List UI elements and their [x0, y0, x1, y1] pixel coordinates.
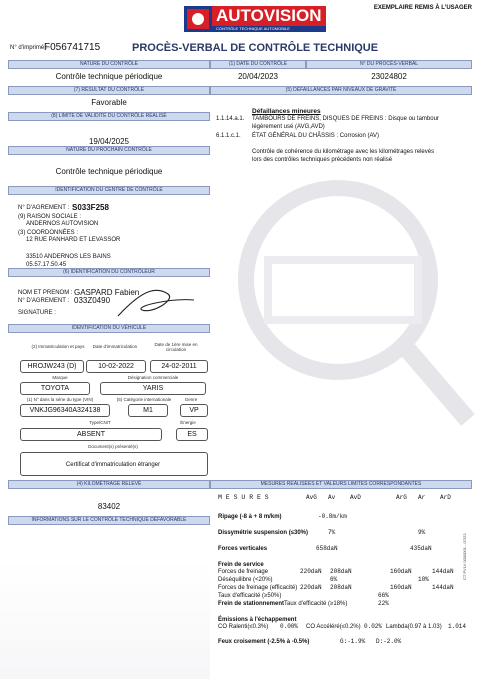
vehicle-genre: VP [180, 404, 208, 417]
dissym-label: Dissymétrie suspension (≤30%) [218, 530, 308, 536]
header-vehicle: IDENTIFICATION DU VÉHICULE [8, 324, 210, 333]
cap-model: Désignation commerciale [127, 375, 179, 380]
ffe-arg: 160daN [390, 584, 412, 591]
inspector-name: GASPARD Fabien [74, 288, 140, 297]
ffe-ard: 144daN [432, 584, 454, 591]
feux-d: D:-2.0% [376, 638, 402, 645]
header-date: (1) DATE DU CONTRÔLE [210, 60, 306, 69]
co-label: CO Ralenti(≤0.3%) [218, 624, 269, 630]
inspector-name-label: NOM ET PRENOM : [18, 290, 73, 296]
taux-label: Taux d'efficacité (≥50%) [218, 593, 282, 599]
header-centre: IDENTIFICATION DU CENTRE DE CONTRÔLE [8, 186, 210, 195]
header-inspector: (6) IDENTIFICATION DU CONTRÔLEUR [8, 268, 210, 277]
deseq-ar: 10% [418, 576, 429, 583]
ffe-avd: 208daN [330, 584, 352, 591]
centre-address: 12 RUE PANHARD ET LEVASSOR [26, 237, 121, 243]
document-title: PROCÈS-VERBAL DE CONTRÔLE TECHNIQUE [132, 42, 379, 54]
centre-agrement-label: N° D'AGREMENT : [18, 205, 70, 211]
dissym-av: 7% [328, 529, 336, 536]
col-avd: AvD [350, 494, 361, 501]
forces-label: Forces verticales [218, 546, 268, 552]
vehicle-vin: VNKJG96340A324138 [20, 404, 110, 417]
control-validity: 19/04/2025 [88, 137, 130, 146]
vehicle-energy: ES [176, 428, 208, 441]
ripage-value: -0.8m/km [318, 513, 347, 520]
control-nature: Contrôle technique périodique [55, 72, 163, 81]
stat-taux-value: 22% [378, 600, 389, 607]
inspector-agrement: 033Z0490 [74, 296, 111, 305]
col-arg: ArG [396, 494, 407, 501]
dissym-ar: 9% [418, 529, 426, 536]
header-pv: N° DU PROCÈS-VERBAL [306, 60, 472, 69]
print-number: F056741715 [44, 42, 101, 53]
forces-av: 658daN [316, 545, 338, 552]
co-value: 0.00% [280, 623, 299, 630]
brand-name: AUTOVISION [216, 6, 322, 25]
ff-avd: 208daN [330, 568, 352, 575]
centre-coord-label: (3) COORDONNÉES : [18, 230, 79, 236]
defect-2-code: 6.1.1.c.1. [216, 133, 241, 139]
coa-label: CO Accéléré(≤0.2%) [306, 624, 361, 630]
ff-ard: 144daN [432, 568, 454, 575]
inspector-agrement-label: N° D'AGREMENT : [18, 298, 70, 304]
header-info: INFORMATIONS SUR LE CONTRÔLE TECHNIQUE DÉFAVORABLE [8, 516, 210, 525]
col-avg: AvG [306, 494, 317, 501]
page-shadow [0, 560, 210, 679]
header-next: NATURE DU PROCHAIN CONTRÔLE [8, 146, 210, 155]
stat-label: Frein de stationnement [218, 601, 285, 607]
centre-phone: 05.57.17.50.45 [26, 262, 67, 268]
forces-ar: 435daN [410, 545, 432, 552]
ff-arg: 160daN [390, 568, 412, 575]
cap-immat: (2) Immatriculation et pays [31, 344, 85, 349]
vehicle-brand: TOYOTA [20, 382, 90, 395]
control-result: Favorable [91, 98, 127, 107]
cap-energy: Énergie [180, 420, 196, 425]
lambda-value: 1.014 [448, 623, 467, 630]
signature-image [112, 280, 198, 324]
ff-label: Forces de freinage [218, 569, 269, 575]
cap-date-immat: Date d'immatriculation [92, 344, 138, 349]
header-km: (4) KILOMÉTRAGE RELEVÉ [8, 480, 210, 489]
cap-genre: Genre [184, 397, 198, 402]
defects-title: Défaillances mineures [252, 108, 321, 115]
cap-first-circ: Date de 1ère mise en circulation [154, 342, 198, 352]
header-result: (7) RÉSULTAT DU CONTRÔLE [8, 86, 210, 95]
taux-value: 66% [378, 592, 389, 599]
centre-city: 33510 ANDERNOS LES BAINS [26, 254, 111, 260]
feux-g: G:-1.9% [340, 638, 366, 645]
side-code: CT PVLV 0000001 - 07/22 [462, 533, 467, 580]
deseq-av: 6% [330, 576, 338, 583]
ffe-avg: 220daN [300, 584, 322, 591]
vehicle-first-circ: 24-02-2011 [150, 360, 208, 373]
copy-label: EXEMPLAIRE REMIS À L'USAGER [373, 5, 472, 11]
feux-label: Feux croisement (-2.5% à -0.5%) [218, 639, 310, 645]
ffe-label: Forces de freinage (efficacité) [218, 585, 298, 591]
measures-head: M E S U R E S [218, 494, 269, 501]
header-validity: (8) LIMITE DE VALIDITÉ DU CONTRÔLE RÉALISÉ [8, 112, 210, 121]
signature-label: SIGNATURE : [18, 310, 56, 316]
centre-raison: ANDERNOS AUTOVISION [26, 221, 99, 227]
vehicle-type: ABSENT [20, 428, 162, 441]
lambda-label: Lambda(0.97 à 1.03) [386, 624, 442, 630]
cap-brand: Marque [52, 375, 68, 380]
centre-agrement: S033F258 [72, 203, 109, 212]
vehicle-date-immat: 10-02-2022 [86, 360, 146, 373]
defect-2-text: ÉTAT GÉNÉRAL DU CHÂSSIS : Corrosion (AV) [252, 133, 380, 139]
vehicle-docs: Certificat d'immatriculation étranger [65, 462, 161, 468]
centre-raison-label: (9) RAISON SOCIALE : [18, 214, 82, 220]
watermark-magnifier [228, 180, 478, 440]
header-measures: MESURES REALISEES ET VALEURS LIMITES CORRESPONDANTES [210, 480, 472, 489]
deseq-label: Déséquilibre (<20%) [218, 577, 273, 583]
cap-category: (5) Catégorie internationale [116, 397, 172, 402]
pv-number: 23024802 [371, 72, 407, 81]
cap-docs: Document(s) présenté(s) [88, 444, 138, 449]
header-defects: (5) DÉFAILLANCES PAR NIVEAUX DE GRAVITÉ [210, 86, 472, 95]
ech-label: Émissions à l'échappement [218, 617, 297, 623]
defect-1-code: 1.1.14.a.1. [216, 116, 245, 122]
stat-taux-label: Taux d'efficacité (≥18%) [284, 601, 348, 607]
brand-tagline: CONTRÔLE TECHNIQUE AUTOMOBILE [216, 26, 290, 31]
vehicle-category: M1 [128, 404, 168, 417]
frein-label: Frein de service [218, 562, 264, 568]
defects-note: Contrôle de cohérence du kilométrage avec les kilométrages relevés lors des contrôles techniques précédents non réalisé [252, 149, 435, 163]
defect-1-text: TAMBOURS DE FREINS, DISQUES DE FREINS : Disque ou tambour légèrement usé (AVG,AVD) [252, 116, 439, 130]
print-label: N° d'imprimé : [10, 45, 48, 51]
vehicle-model: YARIS [100, 382, 206, 395]
control-date: 20/04/2023 [237, 72, 279, 81]
next-control: Contrôle technique périodique [55, 167, 163, 176]
vehicle-immat: HROJW243 (D) [20, 360, 84, 373]
ripage-label: Ripage (-8 à + 8 m/km) [218, 514, 282, 520]
ff-avg: 220daN [300, 568, 322, 575]
cap-type: Type/CNIT [89, 420, 111, 425]
header-nature: NATURE DU CONTRÔLE [8, 60, 210, 69]
col-ar: Ar [418, 494, 426, 501]
col-ard: ArD [440, 494, 451, 501]
km-value: 83402 [97, 502, 121, 511]
col-av: Av [328, 494, 336, 501]
coa-value: 0.02% [364, 623, 383, 630]
autovision-logo [182, 4, 328, 34]
cap-vin: (1) N° dans la série du type (VIN) [26, 397, 94, 402]
